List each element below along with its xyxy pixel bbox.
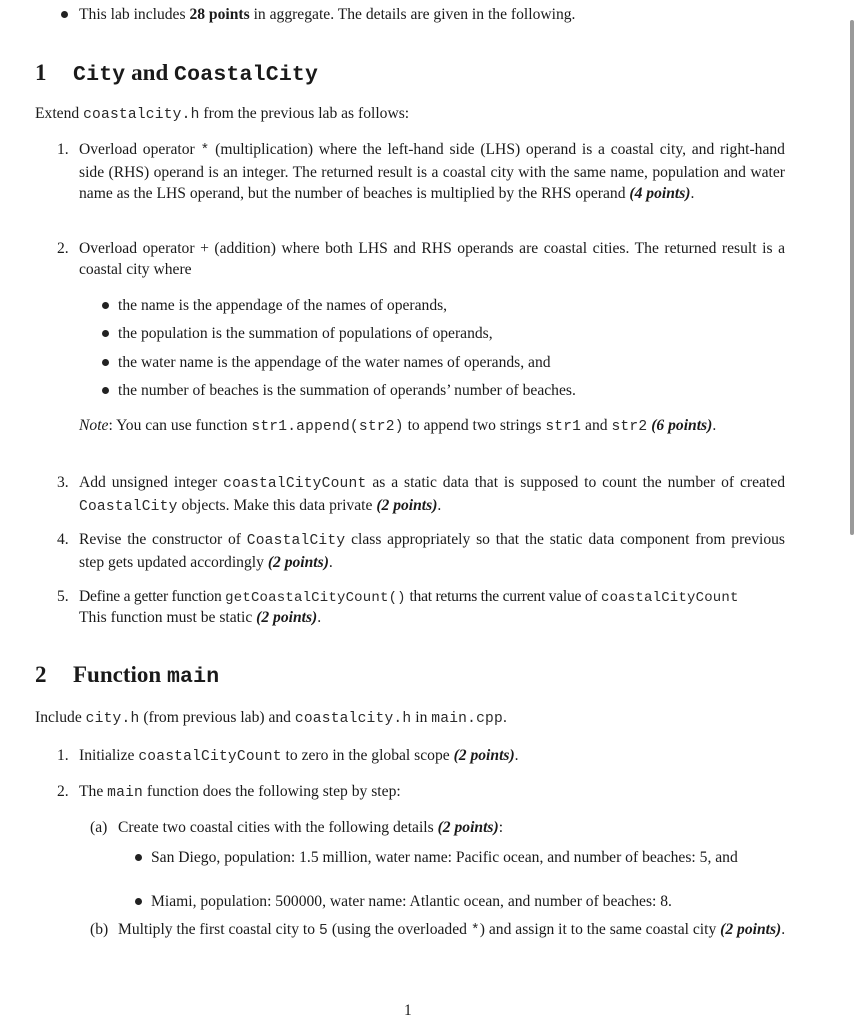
item-number: 5. bbox=[57, 588, 69, 605]
list-item: the water name is the appendage of the water names of operands, and bbox=[118, 354, 551, 371]
item-2-text: Overload operator + (addition) where both LHS and RHS operands are coastal cities. The returned result is a coastal city where bbox=[79, 240, 785, 278]
subitem-b-text: Multiply the first coastal city to 5 (using the overloaded *) and assign it to the same coastal city (2 points). bbox=[118, 921, 786, 939]
item-3-text: Add unsigned integer coastalCityCount as a static data that is supposed to count the number of created CoastalCity objects. Make this data private (2 points). bbox=[79, 474, 785, 515]
s2-item-1-text: Initialize coastalCityCount to zero in the global scope (2 points). bbox=[79, 747, 519, 765]
list-item: the number of beaches is the summation of operands’ number of beaches. bbox=[118, 382, 576, 399]
item-number: 1. bbox=[57, 747, 69, 764]
list-item: the population is the summation of populations of operands, bbox=[118, 325, 493, 342]
bullet-icon bbox=[61, 11, 68, 18]
item-1-text: Overload operator * (multiplication) where the left-hand side (LHS) operand is a coastal city, and right-hand side (RHS) operand is an integer. The returned result is a coastal city with the same name, population and water name as the LHS operand, but the number of beaches is multiplied by the RHS operand (4 points). bbox=[79, 141, 785, 202]
bullet-icon bbox=[135, 898, 142, 905]
item-number: 3. bbox=[57, 474, 69, 491]
bullet-icon bbox=[102, 302, 109, 309]
bullet-icon bbox=[102, 359, 109, 366]
list-item: Miami, population: 500000, water name: Atlantic ocean, and number of beaches: 8. bbox=[151, 893, 672, 910]
item-number: 2. bbox=[57, 783, 69, 800]
list-item: San Diego, population: 1.5 million, water name: Pacific ocean, and number of beaches: 5, and bbox=[151, 849, 738, 866]
section-2-lead: Include city.h (from previous lab) and coastalcity.h in main.cpp. bbox=[35, 709, 507, 727]
item-4-text: Revise the constructor of CoastalCity class appropriately so that the static data component from previous step gets updated accordingly (2 points). bbox=[79, 531, 785, 571]
bullet-icon bbox=[135, 854, 142, 861]
item-5-line2: This function must be static (2 points). bbox=[79, 609, 322, 626]
subitem-a-text: Create two coastal cities with the following details (2 points): bbox=[118, 819, 504, 836]
s2-item-2-text: The main function does the following step by step: bbox=[79, 783, 401, 801]
section-1-number: 1 bbox=[35, 60, 47, 85]
item-number: 4. bbox=[57, 531, 69, 548]
item-number: 1. bbox=[57, 141, 69, 158]
section-2-title: Function main bbox=[73, 662, 220, 689]
subitem-label: (b) bbox=[90, 921, 109, 938]
item-number: 2. bbox=[57, 240, 69, 257]
page-number: 1 bbox=[404, 1002, 412, 1019]
vertical-scrollbar[interactable] bbox=[850, 20, 854, 535]
subitem-label: (a) bbox=[90, 819, 108, 836]
intro-text: This lab includes 28 points in aggregate. The details are given in the following. bbox=[79, 6, 576, 23]
section-1-lead: Extend coastalcity.h from the previous lab as follows: bbox=[35, 105, 410, 123]
note-text: Note: You can use function str1.append(str2) to append two strings str1 and str2 (6 points). bbox=[79, 417, 717, 435]
bullet-icon bbox=[102, 330, 109, 337]
section-1-title: City and CoastalCity bbox=[73, 60, 319, 87]
item-5-text: Define a getter function getCoastalCityCount() that returns the current value of coastalCityCount bbox=[79, 588, 739, 606]
list-item: the name is the appendage of the names of operands, bbox=[118, 297, 448, 314]
section-2-number: 2 bbox=[35, 662, 47, 687]
bullet-icon bbox=[102, 387, 109, 394]
